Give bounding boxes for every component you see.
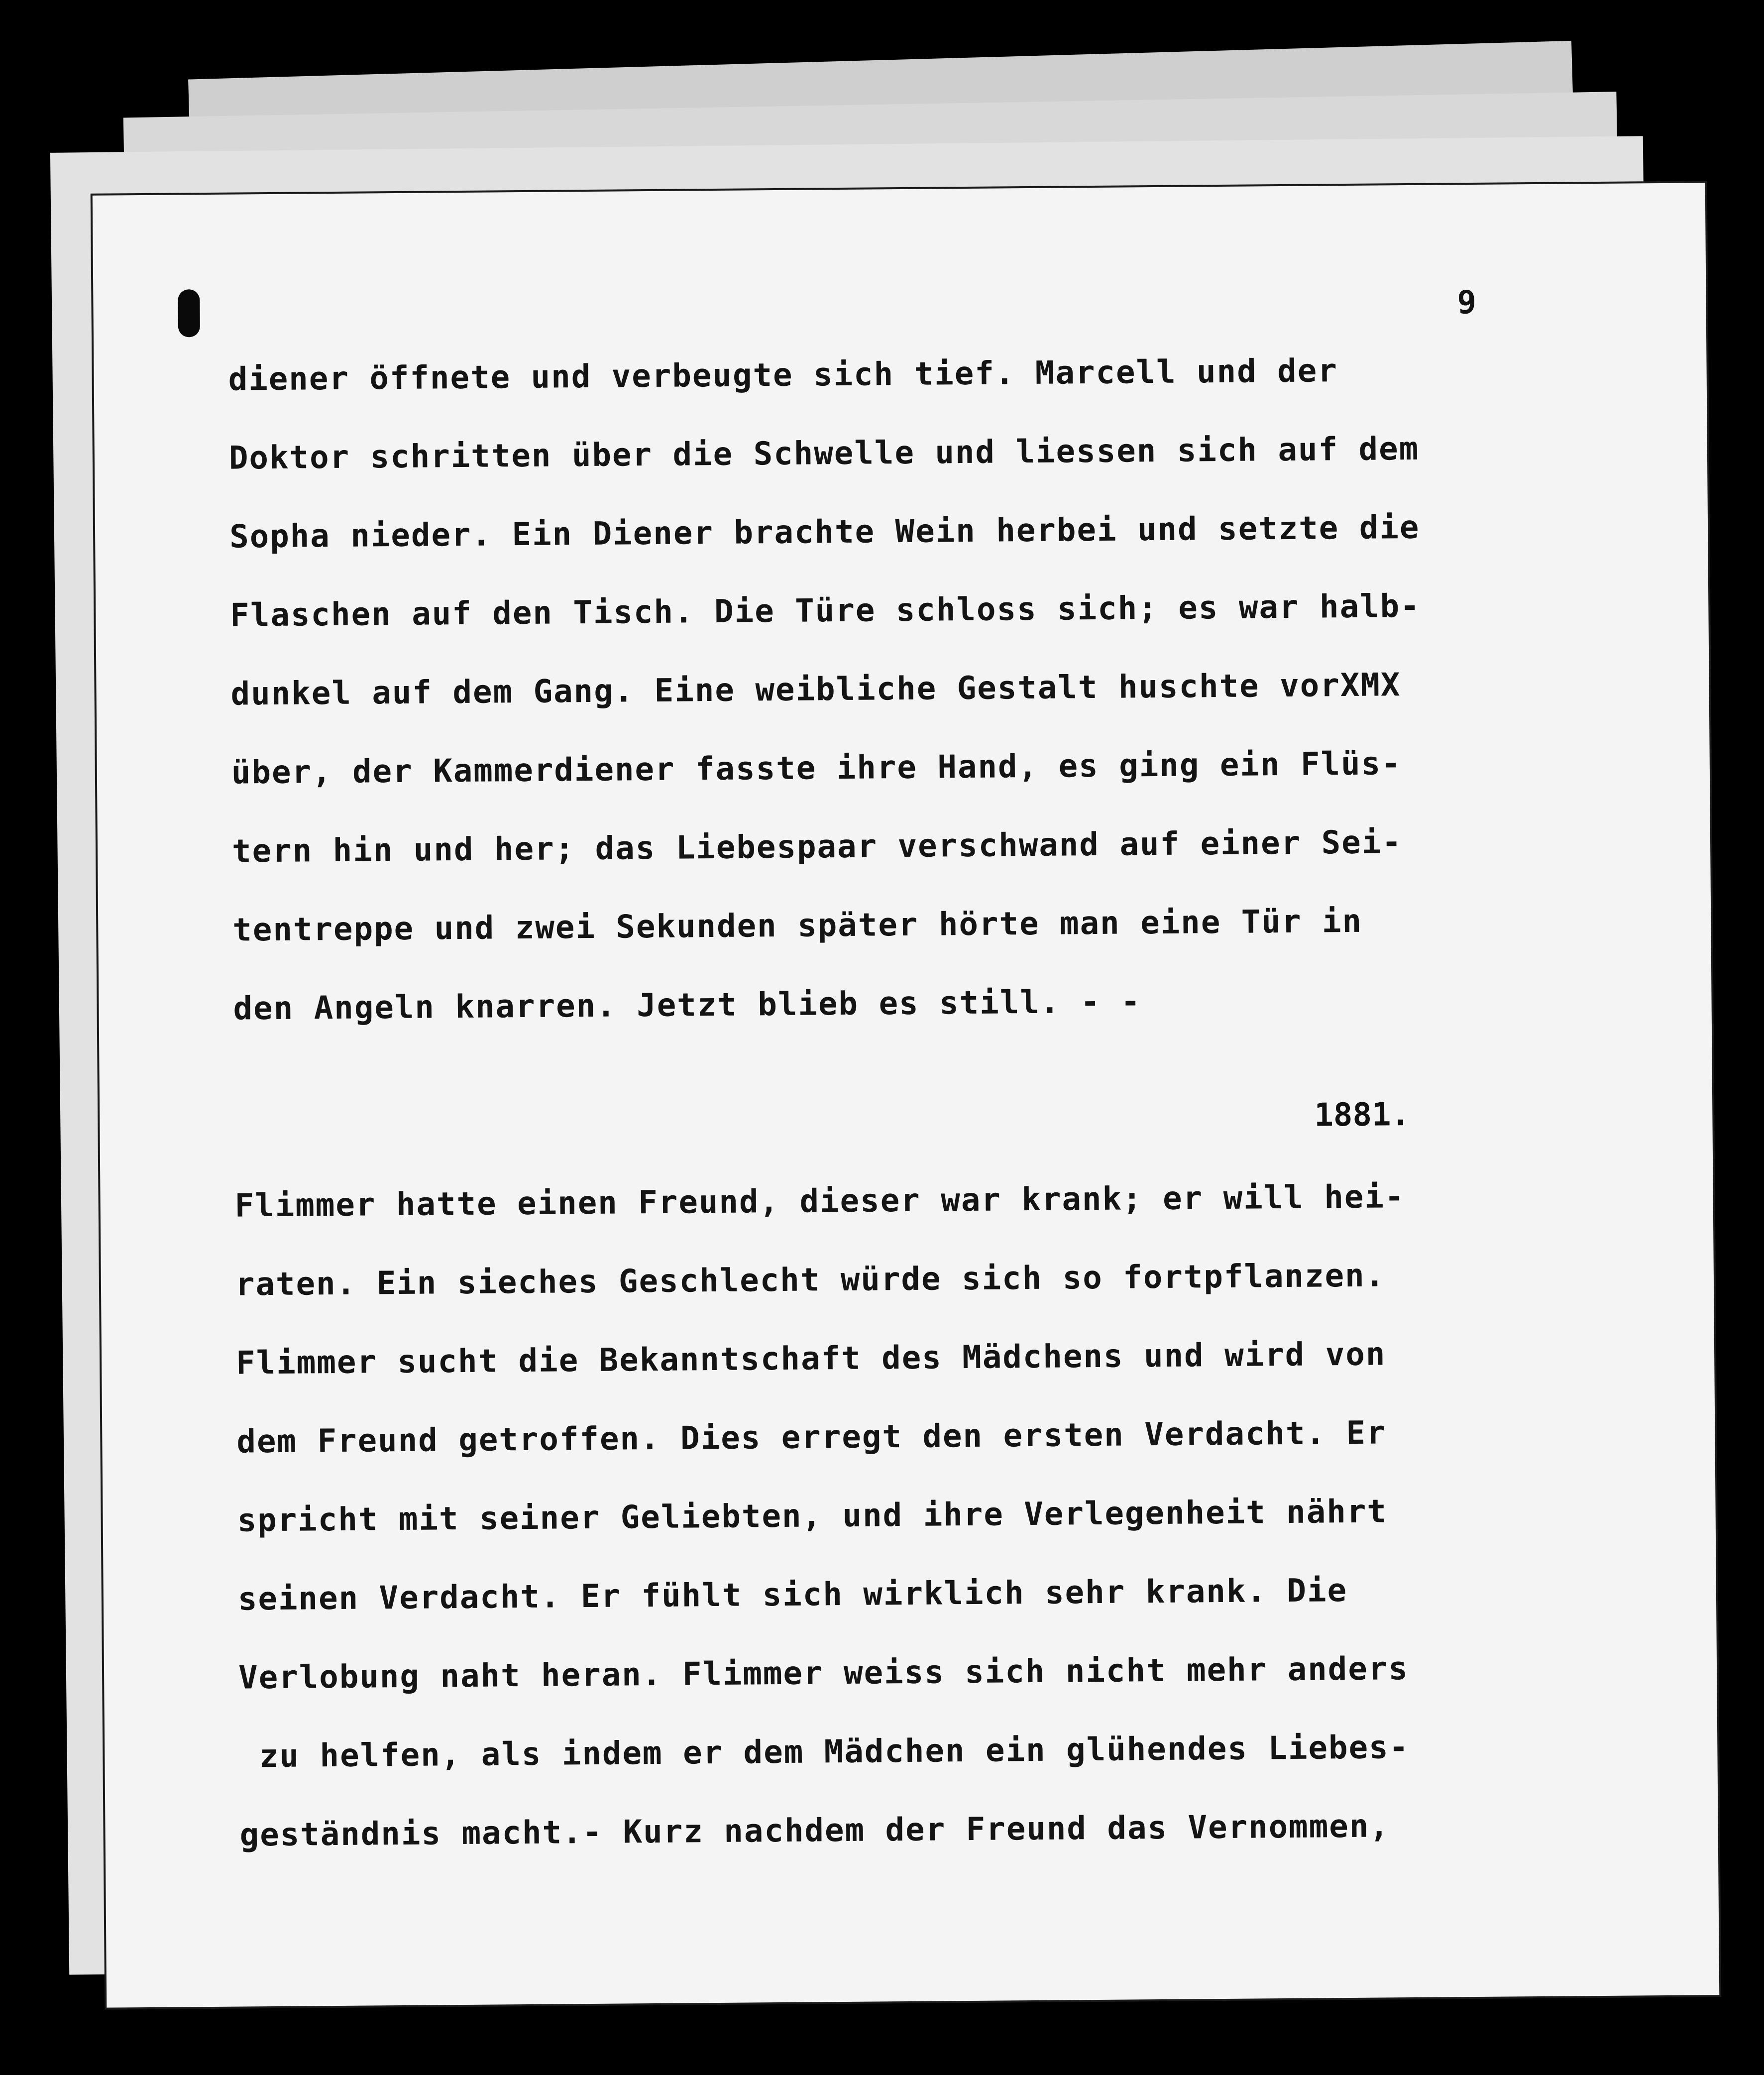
text-line: Sopha nieder. Ein Diener brachte Wein herbei und setzte die — [229, 509, 1420, 556]
text-line: über, der Kammerdiener fasste ihre Hand, es ging ein Flüs- — [231, 745, 1402, 792]
text-line: Flimmer sucht die Bekanntschaft des Mädchens und wird von — [235, 1336, 1386, 1382]
text-line: dunkel auf dem Gang. Eine weibliche Gestalt huschte vorXMX — [230, 667, 1401, 713]
text-line: diener öffnete und verbeugte sich tief. Marcell und der — [228, 352, 1338, 398]
text-line: Flaschen auf den Tisch. Die Türe schloss sich; es war halb- — [230, 587, 1421, 634]
punch-hole — [178, 289, 200, 337]
text-line: dem Freund getroffen. Dies erregt den ersten Verdacht. Er — [236, 1414, 1387, 1461]
text-line: geständnis macht.- Kurz nachdem der Freund das Vernommen, — [239, 1808, 1390, 1854]
year-heading: 1881. — [1314, 1096, 1411, 1134]
text-line: Flimmer hatte einen Freund, dieser war krank; er will hei- — [234, 1178, 1405, 1225]
typewritten-page — [93, 183, 1719, 2007]
text-line: den Angeln knarren. Jetzt blieb es still. - - — [233, 983, 1141, 1028]
text-line: tern hin und her; das Liebespaar verschwand auf einer Sei- — [231, 824, 1403, 870]
text-line: raten. Ein sieches Geschlecht würde sich so fortpflanzen. — [235, 1257, 1386, 1303]
text-line: tentreppe und zwei Sekunden später hörte man eine Tür in — [232, 903, 1363, 949]
text-line: seinen Verdacht. Er fühlt sich wirklich sehr krank. Die — [237, 1572, 1348, 1618]
text-line: Verlobung naht heran. Flimmer weiss sich nicht mehr anders — [238, 1650, 1409, 1697]
text-line: zu helfen, als indem er dem Mädchen ein glühendes Liebes- — [239, 1729, 1410, 1775]
text-line: spricht mit seiner Geliebten, und ihre Verlegenheit nährt — [237, 1493, 1388, 1539]
page-number: 9 — [1457, 284, 1477, 322]
text-line: Doktor schritten über die Schwelle und liessen sich auf dem — [228, 430, 1420, 477]
